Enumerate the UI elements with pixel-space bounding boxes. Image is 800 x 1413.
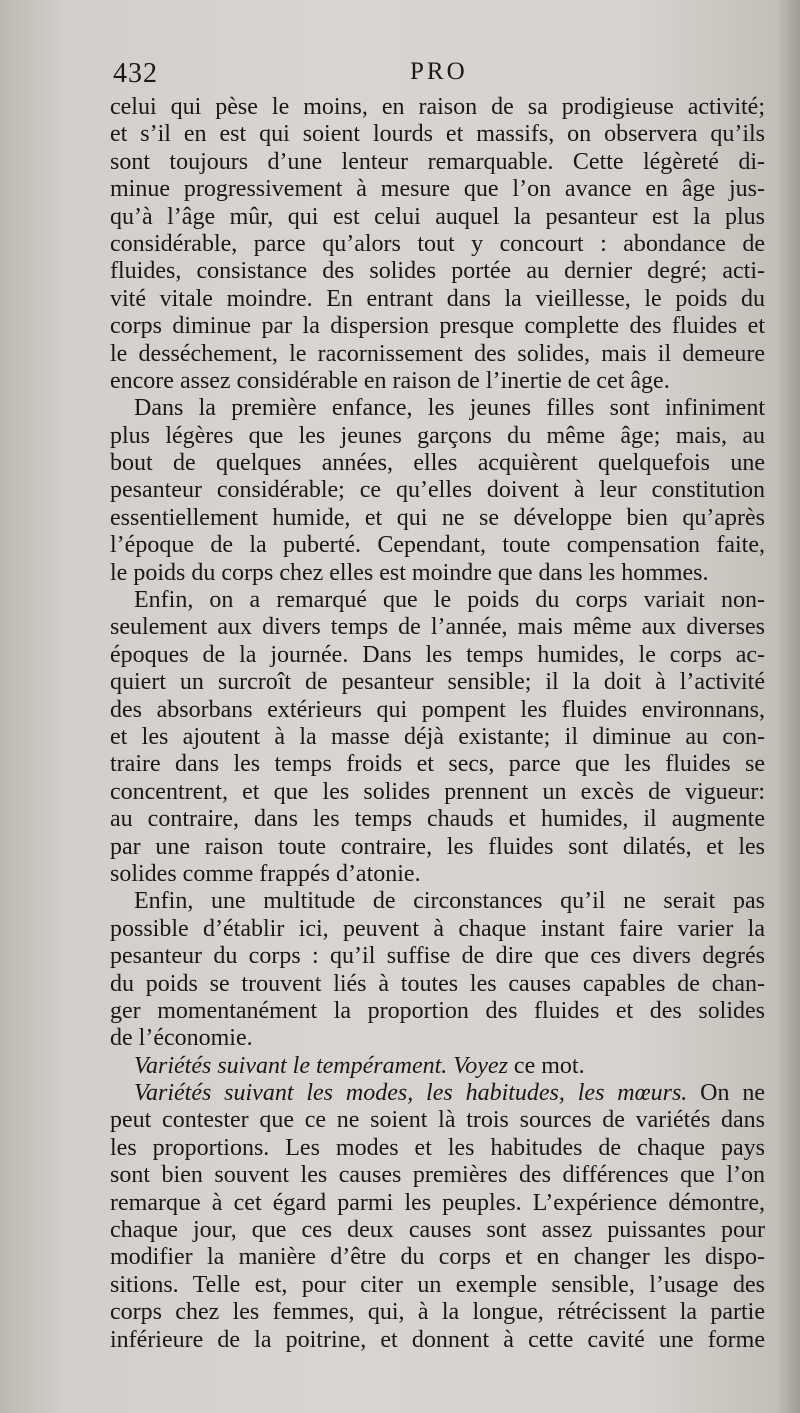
text-line: encore assez considérable en raison de l’inertie de cet âge.: [110, 367, 670, 394]
text-line: bout de quelques années, elles acquièrent quelquefois une: [110, 450, 765, 477]
page-edge-shadow: [776, 0, 800, 1413]
text-line: de l’économie.: [110, 1025, 253, 1052]
text-line: minue progressivement à mesure que l’on avance en âge jus-: [110, 176, 765, 203]
text-line: considérable, parce qu’alors tout y concourt : abondance de: [110, 230, 765, 257]
text-line: essentiellement humide, et qui ne se développe bien qu’après: [110, 504, 765, 531]
running-head: PRO: [410, 58, 468, 85]
text-line: sont bien souvent les causes premières des différences que l’on: [110, 1162, 765, 1189]
text-line: corps chez les femmes, qui, à la longue, rétrécissent la partie: [110, 1299, 765, 1326]
text-line: vité vitale moindre. En entrant dans la vieillesse, le poids du: [110, 285, 765, 312]
text-line: sont toujours d’une lenteur remarquable. Cette légèreté di-: [110, 148, 765, 175]
text-line: seulement aux divers temps de l’année, mais même aux diverses: [110, 614, 765, 641]
text-line: peut contester que ce ne soient là trois sources de variétés dans: [110, 1107, 765, 1134]
page-number: 432: [113, 58, 158, 89]
italic-heading: Variétés suivant le tempérament. Voyez: [134, 1052, 508, 1079]
text-line: pesanteur considérable; ce qu’elles doivent à leur constitution: [110, 477, 765, 504]
text-line: le desséchement, le racornissement des solides, mais il demeure: [110, 340, 765, 367]
text-line: inférieure de la poitrine, et donnent à cette cavité une forme: [110, 1326, 765, 1353]
text-line: ger momentanément la proportion des fluides et des solides: [110, 997, 765, 1024]
text-line: celui qui pèse le moins, en raison de sa prodigieuse activité;: [110, 94, 765, 120]
text-line: possible d’établir ici, peuvent à chaque instant faire varier la: [110, 915, 765, 942]
text-line: Dans la première enfance, les jeunes filles sont infiniment: [134, 395, 765, 422]
text-line: traire dans les temps froids et secs, parce que les fluides se: [110, 751, 765, 778]
text-line: pesanteur du corps : qu’il suffise de dire que ces divers degrés: [110, 943, 765, 970]
text-line: fluides, consistance des solides portée au dernier degré; acti-: [110, 258, 765, 285]
italic-heading: Variétés suivant les modes, les habitudes, les mœurs.: [134, 1080, 688, 1107]
text-line: et les ajoutent à la masse déjà existante; il diminue au con-: [110, 723, 765, 750]
line-text: On ne: [687, 1080, 765, 1107]
text-line: et s’il en est qui soient lourds et massifs, on observera qu’ils: [110, 121, 765, 148]
text-line: solides comme frappés d’atonie.: [110, 860, 421, 887]
text-line: des absorbans extérieurs qui pompent les fluides environnans,: [110, 696, 765, 723]
text-line: les proportions. Les modes et les habitudes de chaque pays: [110, 1134, 765, 1161]
text-line: [110, 1053, 765, 1080]
body-text: [110, 94, 765, 1354]
line-text: ce mot.: [507, 1052, 585, 1079]
text-line: modifier la manière d’être du corps et en changer les dispo-: [110, 1244, 765, 1271]
text-line: [110, 1080, 765, 1107]
text-line: quiert un surcroît de pesanteur sensible; il la doit à l’activité: [110, 669, 765, 696]
text-line: corps diminue par la dispersion presque complette des fluides et: [110, 313, 765, 340]
text-line: époques de la journée. Dans les temps humides, le corps ac-: [110, 641, 765, 668]
text-line: chaque jour, que ces deux causes sont assez puissantes pour: [110, 1217, 765, 1244]
text-line: le poids du corps chez elles est moindre que dans les hommes.: [110, 559, 709, 586]
text-line: concentrent, et que les solides prennent un excès de vigueur:: [110, 778, 765, 805]
text-line: par une raison toute contraire, les fluides sont dilatés, et les: [110, 833, 765, 860]
page-header: [113, 58, 763, 92]
text-line: Enfin, une multitude de circonstances qu’il ne serait pas: [134, 888, 765, 915]
text-line: au contraire, dans les temps chauds et humides, il augmente: [110, 806, 765, 833]
text-line: Enfin, on a remarqué que le poids du corps variait non-: [134, 587, 765, 614]
text-line: sitions. Telle est, pour citer un exemple sensible, l’usage des: [110, 1271, 765, 1298]
text-line: remarque à cet égard parmi les peuples. L’expérience démontre,: [110, 1189, 765, 1216]
text-line: qu’à l’âge mûr, qui est celui auquel la pesanteur est la plus: [110, 203, 765, 230]
text-line: l’époque de la puberté. Cependant, toute compensation faite,: [110, 532, 765, 559]
text-line: plus légères que les jeunes garçons du même âge; mais, au: [110, 422, 765, 449]
text-line: du poids se trouvent liés à toutes les causes capables de chan-: [110, 970, 765, 997]
